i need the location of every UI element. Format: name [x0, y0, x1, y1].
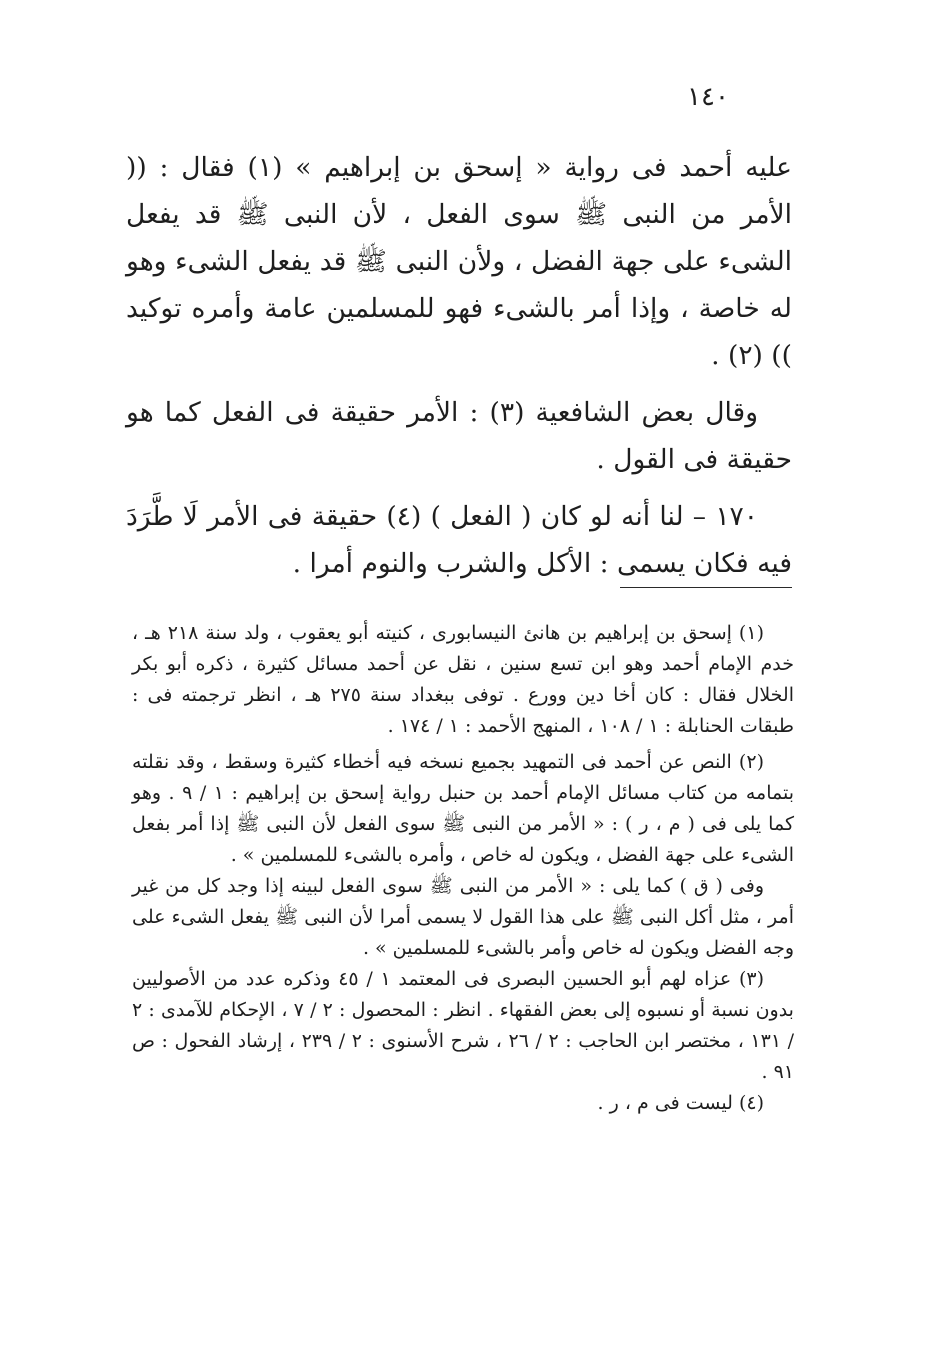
main-text — [126, 144, 792, 587]
footnotes — [132, 618, 794, 1119]
main-paragraph: عليه أحمد فى رواية « إسحق بن إبراهيم » (١) فقال : (( الأمر من النبى ﷺ سوى الفعل ، لأن النبى ﷺ قد يفعل الشىء على جهة الفضل ، ولأن النبى ﷺ قد يفعل الشىء وهو له خاصة ، وإذا أمر بالشىء فهو للمسلمين عامة وأمره توكيد )) (٢) . — [126, 152, 792, 371]
footnote: (١) إسحق بن إبراهيم بن هانئ النيسابورى ، كنيته أبو يعقوب ، ولد سنة ٢١٨ هـ ، خدم الإمام أحمد وهو ابن تسع سنين ، نقل عن أحمد مسائل كثيرة ، ذكره أبو بكر الخلال فقال : كان أخا دين وورع . توفى ببغداد سنة ٢٧٥ هـ ، انظر ترجمته فى : طبقات الحنابلة : ١ / ١٠٨ ، المنهج الأحمد : ١ / ١٧٤ . — [132, 622, 794, 737]
footnote-divider — [620, 587, 792, 588]
footnote: (٣) عزاه لهم أبو الحسين البصرى فى المعتمد ١ / ٤٥ وذكره عدد من الأصوليين بدون نسبة أو نسبوه إلى بعض الفقهاء . انظر : المحصول : ٢ / ٧ ، الإحكام للآمدى : ٢ / ١٣١ ، مختصر ابن الحاجب : ٢ / ٢٦ ، شرح الأسنوى : ٢ / ٢٣٩ ، إرشاد الفحول : ص ٩١ . — [132, 968, 795, 1083]
footnote: (٢) النص عن أحمد فى التمهيد بجميع نسخه فيه أخطاء كثيرة وسقط ، وقد نقلته بتمامه من كتاب مسائل الإمام أحمد بن حنبل رواية إسحق بن إبراهيم : ١ / ٩ . وهو كما يلى فى ( م ، ر ) : « الأمر من النبى ﷺ سوى الفعل لأن النبى ﷺ إذا أمر بفعل الشىء على جهة الفضل ، ويكون له خاص ، وأمره بالشىء للمسلمين » . — [132, 751, 794, 866]
main-paragraph: وقال بعض الشافعية (٣) : الأمر حقيقة فى الفعل كما هو حقيقة فى القول . — [126, 397, 792, 475]
main-paragraph: ١٧٠ – لنا أنه لو كان ( الفعل ) (٤) حقيقة فى الأمر لَا طَّرَدَ فيه فكان يسمى : الأكل والشرب والنوم أمرا . — [126, 501, 792, 579]
footnote: وفى ( ق ) كما يلى : « الأمر من النبى ﷺ سوى الفعل لبينه إذا وجد كل من غير أمر ، مثل أكل النبى ﷺ على هذا القول لا يسمى أمرا لأن النبى ﷺ يفعل الشىء على وجه الفضل ويكون له خاص وأمر بالشىء للمسلمين » . — [132, 875, 794, 959]
page-number: ١٤٠ — [687, 82, 729, 112]
footnote: (٤) ليست فى م ، ر . — [597, 1092, 764, 1114]
